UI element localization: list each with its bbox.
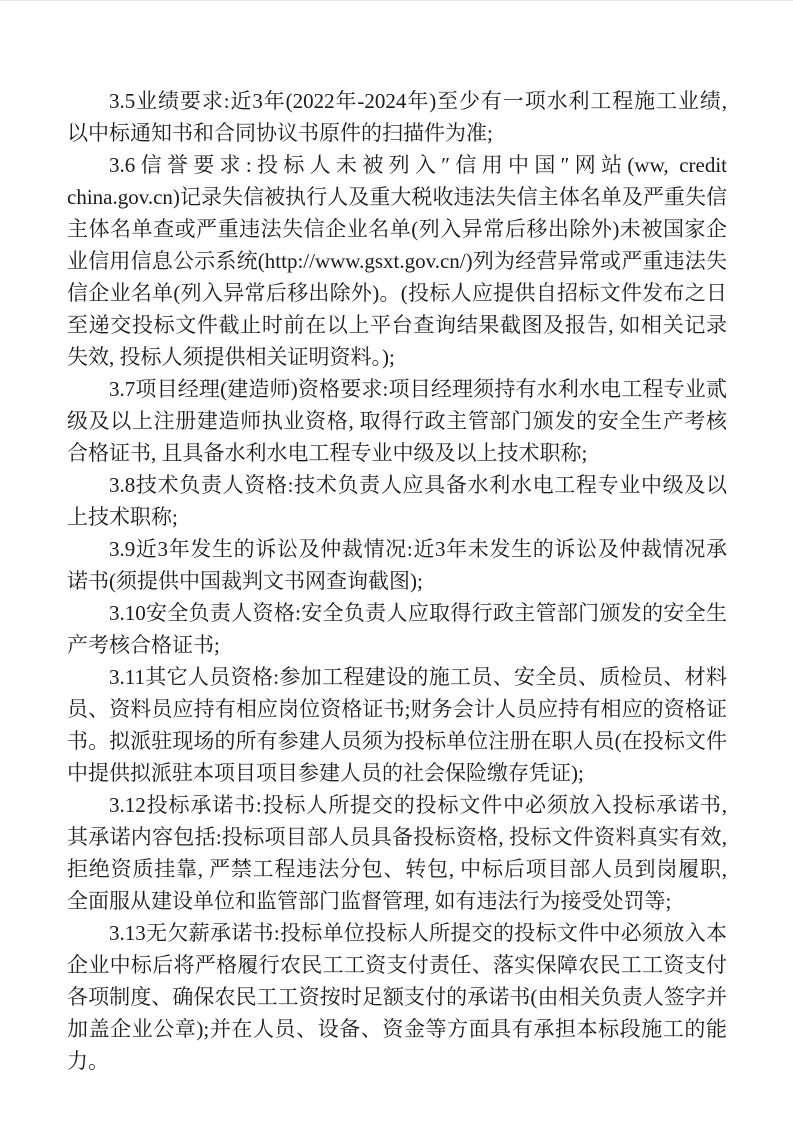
clause-3-10: 3.10安全负责人资格:安全负责人应取得行政主管部门颁发的安全生产考核合格证书; <box>67 601 727 657</box>
clause-3-7: 3.7项目经理(建造师)资格要求:项目经理须持有水利水电工程专业贰级及以上注册建造师执业资格, 取得行政主管部门颁发的安全生产考核合格证书, 且具备水利水电工程专业中级及以上技术职称; <box>67 377 727 465</box>
document-body <box>67 85 727 1077</box>
clause-3-8: 3.8技术负责人资格:技术负责人应具备水利水电工程专业中级及以上技术职称; <box>67 473 727 529</box>
clause-3-12: 3.12投标承诺书:投标人所提交的投标文件中必须放入投标承诺书, 其承诺内容包括:投标项目部人员具备投标资格, 投标文件资料真实有效, 拒绝资质挂靠, 严禁工程违法分包、转包, 中标后项目部人员到岗履职, 全面服从建设单位和监管部门监督管理, 如有违法行为接受处罚等; <box>67 793 727 913</box>
clause-3-11: 3.11其它人员资格:参加工程建设的施工员、安全员、质检员、材料员、资料员应持有相应岗位资格证书;财务会计人员应持有相应的资格证书。拟派驻现场的所有参建人员须为投标单位注册在职人员(在投标文件中提供拟派驻本项目项目参建人员的社会保险缴存凭证); <box>67 665 727 785</box>
clause-3-13: 3.13无欠薪承诺书:投标单位投标人所提交的投标文件中必须放入本企业中标后将严格履行农民工工资支付责任、落实保障农民工工资支付各项制度、确保农民工工资按时足额支付的承诺书(由相关负责人签字并加盖企业公章);并在人员、设备、资金等方面具有承担本标段施工的能力。 <box>67 921 727 1073</box>
clause-3-6: 3.6信誉要求:投标人未被列入″信用中国″网站(ww, credit china.gov.cn)记录失信被执行人及重大税收违法失信主体名单及严重失信主体名单查或严重违法失信企业名单(列入异常后移出除外)未被国家企业信用信息公示系统(http://www.gsxt.gov.cn/)列为经营异常或严重违法失信企业名单(列入异常后移出除外)。(投标人应提供自招标文件发布之日至递交投标文件截止时前在以上平台查询结果截图及报告, 如相关记录失效, 投标人须提供相关证明资料。); <box>67 153 727 369</box>
clause-3-9: 3.9近3年发生的诉讼及仲裁情况:近3年未发生的诉讼及仲裁情况承诺书(须提供中国裁判文书网查询截图); <box>67 537 727 593</box>
clause-3-5: 3.5业绩要求:近3年(2022年-2024年)至少有一项水利工程施工业绩, 以中标通知书和合同协议书原件的扫描件为准; <box>67 89 727 145</box>
